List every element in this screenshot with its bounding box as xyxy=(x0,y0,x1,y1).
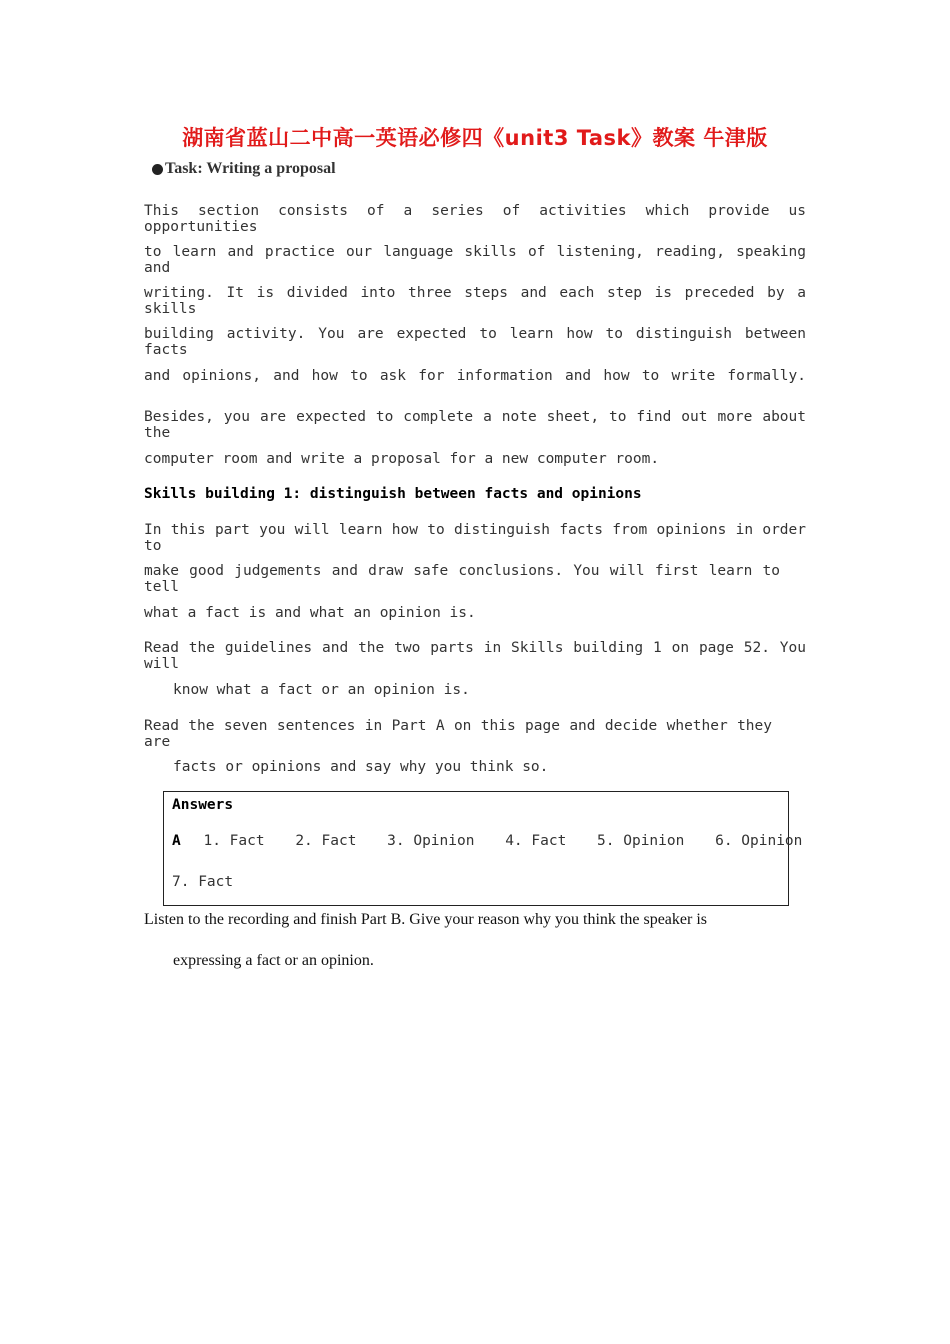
document-title: 湖南省蓝山二中高一英语必修四《unit3 Task》教案 牛津版 xyxy=(182,126,768,150)
answer-item: 2. Fact xyxy=(295,833,357,849)
intro-line: and opinions, and how to ask for information and how to write formally. xyxy=(144,368,806,384)
intro-line: writing. It is divided into three steps and each step is preceded by a skills xyxy=(144,285,806,317)
instruction-line: Read the seven sentences in Part A on this page and decide whether they are xyxy=(144,718,772,750)
answer-item: 4. Fact xyxy=(505,833,567,849)
skills-heading: Skills building 1: distinguish between facts and opinions xyxy=(144,486,642,502)
task-heading-text: Task: Writing a proposal xyxy=(165,160,336,177)
answer-item: 5. Opinion xyxy=(597,833,685,849)
part-line: what a fact is and what an opinion is. xyxy=(144,605,476,621)
part-line: In this part you will learn how to distinguish facts from opinions in order to xyxy=(144,522,806,554)
instruction-line: Read the guidelines and the two parts in Skills building 1 on page 52. You will xyxy=(144,640,806,672)
bullet-icon xyxy=(152,164,163,175)
instruction-line: expressing a fact or an opinion. xyxy=(173,952,374,969)
answers-part-label: A xyxy=(172,833,181,849)
intro-line: This section consists of a series of activities which provide us opportunities xyxy=(144,203,806,235)
answers-box xyxy=(163,791,803,906)
answers-title: Answers xyxy=(172,797,234,813)
answer-item: 6. Opinion xyxy=(715,833,803,849)
part-line: make good judgements and draw safe conclusions. You will first learn to tell xyxy=(144,563,780,595)
answer-item: 7. Fact xyxy=(172,874,234,890)
intro-line: to learn and practice our language skills of listening, reading, speaking and xyxy=(144,244,806,276)
answer-item: 1. Fact xyxy=(203,833,265,849)
instruction-line: facts or opinions and say why you think so. xyxy=(173,759,549,775)
intro-line: Besides, you are expected to complete a note sheet, to find out more about the xyxy=(144,409,806,441)
instruction-line: Listen to the recording and finish Part B. Give your reason why you think the speaker is xyxy=(144,911,707,928)
instruction-line: know what a fact or an opinion is. xyxy=(173,682,470,698)
answer-item: 3. Opinion xyxy=(387,833,475,849)
answers-row xyxy=(172,833,824,849)
intro-line: building activity. You are expected to learn how to distinguish between facts xyxy=(144,326,806,358)
task-heading xyxy=(152,160,336,178)
intro-line: computer room and write a proposal for a new computer room. xyxy=(144,451,660,467)
